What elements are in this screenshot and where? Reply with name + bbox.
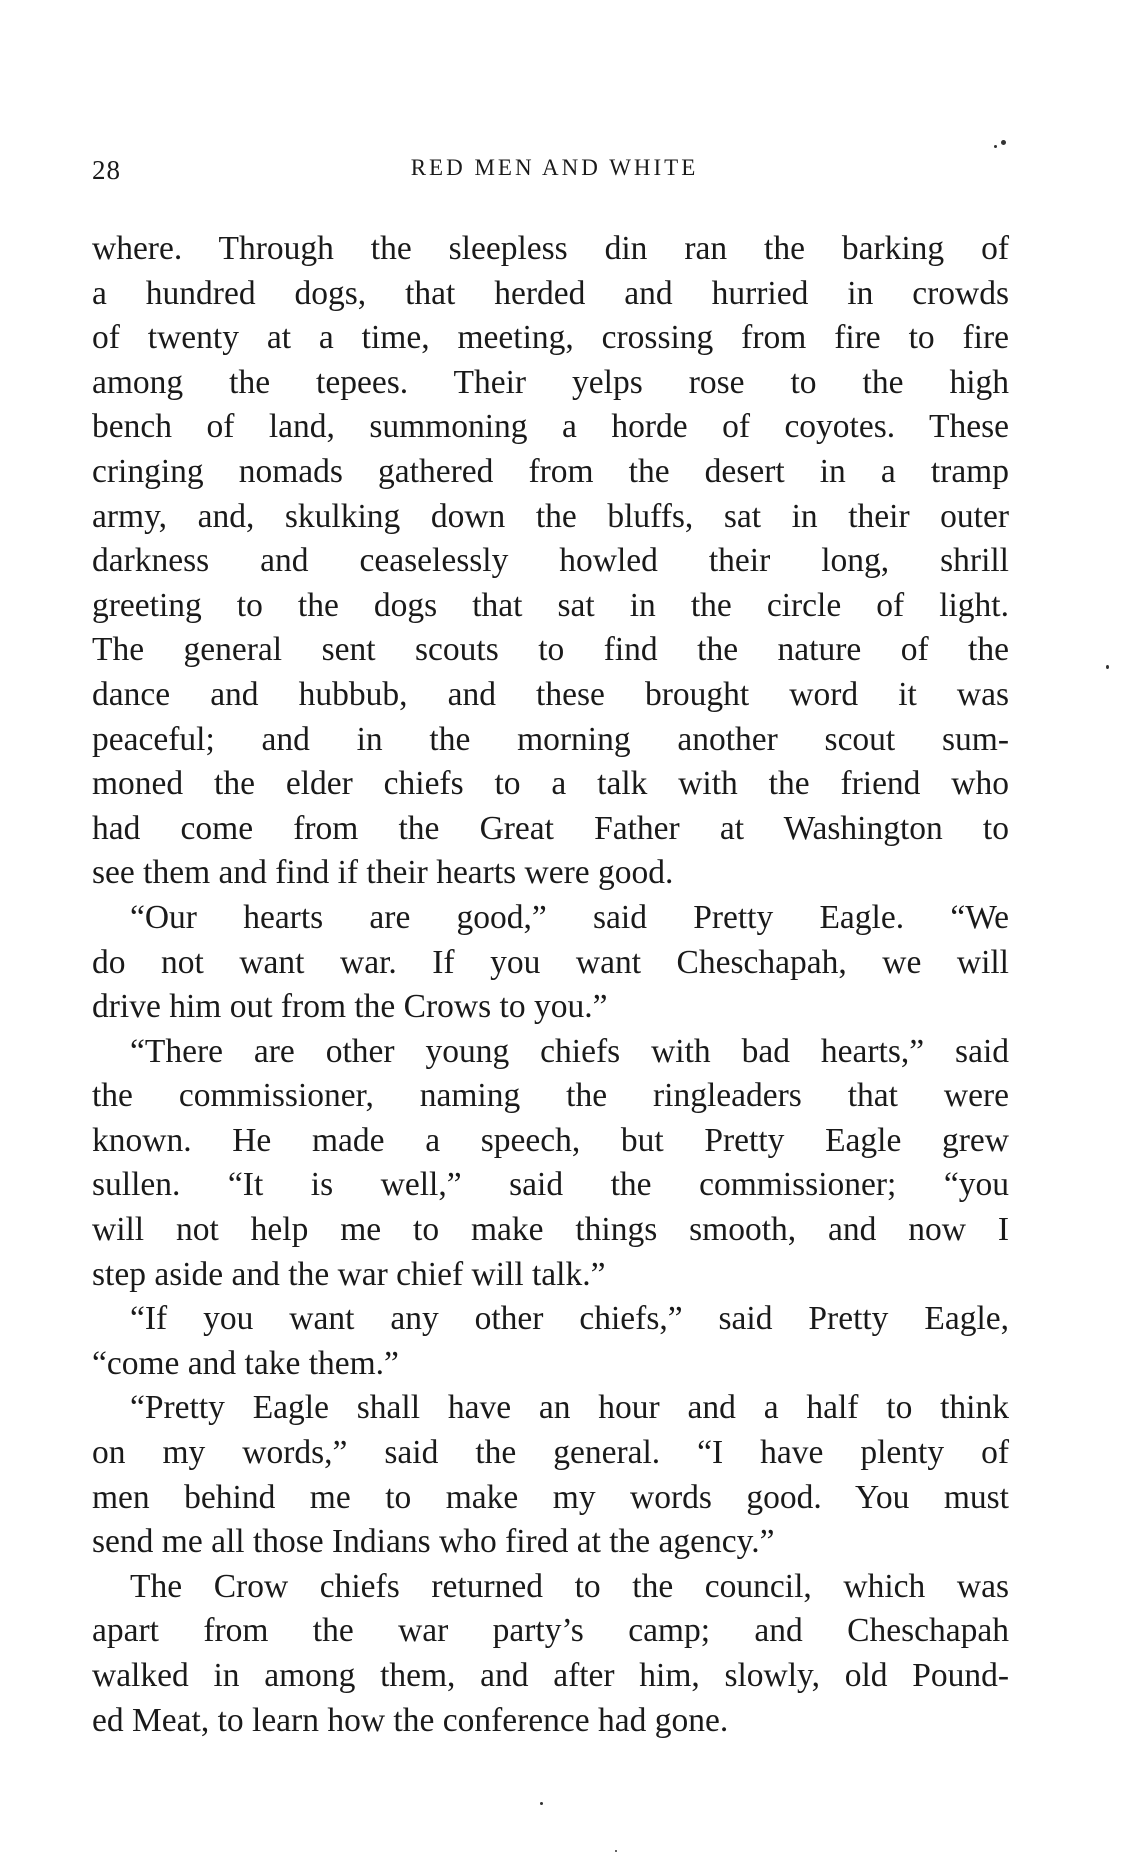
scan-speck — [1001, 140, 1006, 145]
scan-speck — [1106, 665, 1109, 669]
text-line: army, and, skulking down the bluffs, sat in their outer — [92, 497, 1009, 535]
text-line: the commissioner, naming the ringleaders that were — [92, 1077, 1009, 1115]
text-line: step aside and the war chief will talk.” — [92, 1255, 606, 1293]
scan-speck — [615, 1850, 617, 1852]
text-line: “There are other young chiefs with bad hearts,” said — [130, 1032, 1009, 1070]
text-line: see them and find if their hearts were good. — [92, 854, 674, 892]
text-line: among the tepees. Their yelps rose to the high — [92, 363, 1009, 401]
text-line: apart from the war party’s camp; and Cheschapah — [92, 1612, 1009, 1650]
text-line: dance and hubbub, and these brought word it was — [92, 675, 1009, 713]
running-head — [92, 155, 1017, 195]
text-line: known. He made a speech, but Pretty Eagle grew — [92, 1121, 1009, 1159]
text-line: “come and take them.” — [92, 1344, 399, 1382]
text-line: do not want war. If you want Cheschapah, we will — [92, 943, 1009, 981]
text-line: peaceful; and in the morning another scout sum- — [92, 720, 1009, 758]
text-line: The general sent scouts to find the nature of the — [92, 631, 1009, 669]
text-line: where. Through the sleepless din ran the barking of — [92, 230, 1009, 267]
text-line: greeting to the dogs that sat in the circle of light. — [92, 586, 1009, 624]
text-line: drive him out from the Crows to you.” — [92, 988, 608, 1026]
text-line: “Our hearts are good,” said Pretty Eagle. “We — [130, 898, 1009, 936]
running-title: RED MEN AND WHITE — [410, 155, 699, 180]
text-line: walked in among them, and after him, slowly, old Pound- — [92, 1657, 1009, 1694]
body-text — [92, 227, 1009, 1743]
page-number: 28 — [92, 155, 121, 185]
text-line: will not help me to make things smooth, and now I — [92, 1211, 1009, 1249]
text-line: “If you want any other chiefs,” said Pretty Eagle, — [130, 1300, 1009, 1338]
text-line: ed Meat, to learn how the conference had gone. — [92, 1701, 729, 1739]
text-line: had come from the Great Father at Washington to — [92, 809, 1009, 847]
text-line: men behind me to make my words good. You must — [92, 1478, 1009, 1516]
text-line: bench of land, summoning a horde of coyotes. These — [92, 408, 1009, 446]
scan-speck — [994, 145, 997, 148]
text-line: moned the elder chiefs to a talk with the friend who — [92, 765, 1009, 803]
text-line: send me all those Indians who fired at the agency.” — [92, 1523, 775, 1561]
text-line: The Crow chiefs returned to the council, which was — [130, 1567, 1009, 1605]
scan-speck — [540, 1802, 543, 1805]
text-line: a hundred dogs, that herded and hurried in crowds — [92, 274, 1009, 312]
text-line: of twenty at a time, meeting, crossing from fire to fire — [92, 319, 1009, 357]
text-line: sullen. “It is well,” said the commissioner; “you — [92, 1166, 1009, 1204]
text-line: cringing nomads gathered from the desert in a tramp — [92, 452, 1009, 490]
text-line: darkness and ceaselessly howled their long, shrill — [92, 542, 1009, 580]
text-line: “Pretty Eagle shall have an hour and a half to think — [130, 1389, 1009, 1427]
text-line: on my words,” said the general. “I have plenty of — [92, 1434, 1009, 1472]
